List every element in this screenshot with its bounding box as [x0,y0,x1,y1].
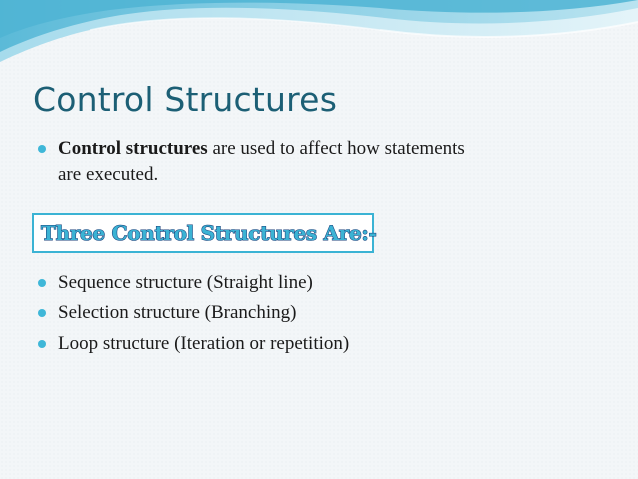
intro-text-line2: are executed. [58,164,159,185]
intro-bold-term: Control structures [58,138,208,159]
bullet-dot-icon [38,145,46,153]
section-banner [32,213,377,253]
list-item-label: Selection structure (Branching) [58,302,297,323]
slide-title: Control Structures [33,80,338,119]
list-item [38,270,313,296]
intro-text-line1: are used to affect how statements [207,138,465,159]
list-item-label: Sequence structure (Straight line) [58,272,313,293]
section-banner-text: Three Control Structures Are:- [41,221,377,245]
intro-bullet [38,136,598,188]
bullet-dot-icon [38,279,46,287]
list-item [38,331,349,357]
list-item-label: Loop structure (Iteration or repetition) [58,333,350,354]
bullet-dot-icon [38,309,46,317]
intro-text [58,136,465,188]
bullet-dot-icon [38,340,46,348]
wave-header-decoration [0,0,638,80]
list-item [38,300,296,326]
